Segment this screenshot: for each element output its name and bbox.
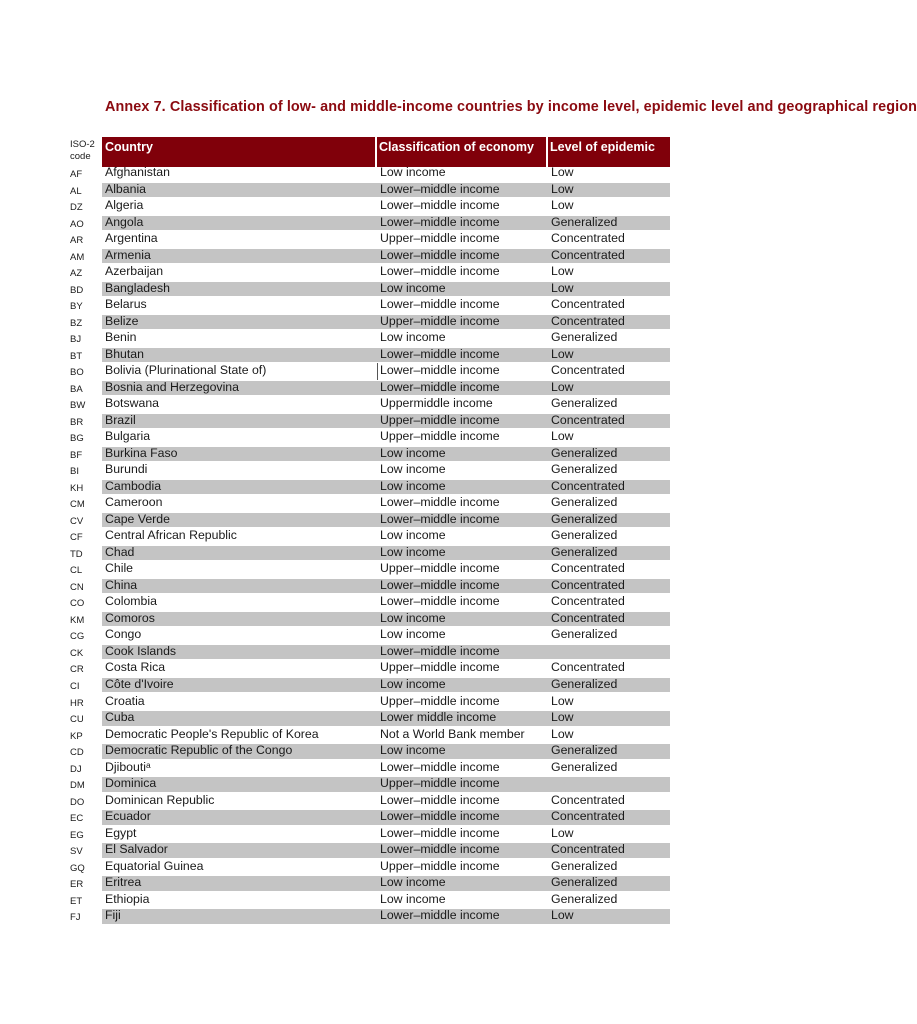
iso-code-cell: BF — [70, 449, 83, 461]
iso-code-cell: CO — [70, 598, 85, 610]
iso-code-cell: BJ — [70, 334, 82, 346]
country-cell: Egypt — [105, 825, 137, 840]
classification-cell: Upper–middle income — [380, 231, 500, 246]
epidemic-level-cell: Concentrated — [551, 247, 625, 262]
classification-cell: Upper–middle income — [380, 693, 500, 708]
country-cell: Eritrea — [105, 875, 142, 890]
iso-code-cell: CV — [70, 515, 84, 527]
epidemic-level-cell: Low — [551, 710, 574, 725]
epidemic-level-cell: Concentrated — [551, 297, 625, 312]
iso-code-cell: BI — [70, 466, 79, 478]
country-cell: Belarus — [105, 297, 147, 312]
classification-cell: Lower–middle income — [380, 842, 500, 857]
country-cell: Bolivia (Plurinational State of) — [105, 363, 267, 378]
country-cell: Belize — [105, 313, 139, 328]
epidemic-level-cell: Low — [551, 264, 574, 279]
epidemic-level-cell: Generalized — [551, 743, 618, 758]
table-row — [0, 512, 768, 529]
epidemic-level-cell: Generalized — [551, 528, 618, 543]
table-header — [102, 137, 670, 167]
classification-cell: Lower–middle income — [380, 181, 500, 196]
epidemic-level-cell: Generalized — [551, 214, 618, 229]
classification-cell: Low income — [380, 478, 446, 493]
country-cell: Central African Republic — [105, 528, 237, 543]
iso-header-line-1: ISO-2 — [70, 139, 95, 150]
classification-cell: Upper–middle income — [380, 660, 500, 675]
epidemic-level-cell: Low — [551, 825, 574, 840]
classification-cell: Lower–middle income — [380, 825, 500, 840]
epidemic-level-cell: Generalized — [551, 495, 618, 510]
classification-cell: Upper–middle income — [380, 429, 500, 444]
iso-code-cell: DZ — [70, 202, 83, 214]
country-cell: Dominica — [105, 776, 157, 791]
classification-cell: Lower–middle income — [380, 198, 500, 213]
country-cell: Chile — [105, 561, 134, 576]
country-cell: Democratic People's Republic of Korea — [105, 726, 319, 741]
country-cell: Bosnia and Herzegovina — [105, 379, 239, 394]
iso-code-cell: ET — [70, 895, 83, 907]
country-cell: Argentina — [105, 231, 158, 246]
epidemic-level-cell: Concentrated — [551, 594, 625, 609]
country-cell: Democratic Republic of the Congo — [105, 743, 293, 758]
iso-code-cell: HR — [70, 697, 84, 709]
table-row — [0, 165, 768, 182]
classification-cell: Not a World Bank member — [380, 726, 525, 741]
table-row — [0, 760, 768, 777]
epidemic-level-cell: Generalized — [551, 511, 618, 526]
iso-code-cell: TD — [70, 548, 83, 560]
epidemic-level-cell: Concentrated — [551, 412, 625, 427]
classification-cell: Upper–middle income — [380, 412, 500, 427]
epidemic-level-cell: Generalized — [551, 396, 618, 411]
table-row — [0, 908, 768, 925]
country-cell: Angola — [105, 214, 144, 229]
epidemic-level-cell: Generalized — [551, 445, 618, 460]
text-cursor — [377, 363, 378, 380]
epidemic-level-cell: Low — [551, 198, 574, 213]
iso-code-cell: BT — [70, 350, 83, 362]
epidemic-level-cell: Low — [551, 726, 574, 741]
table-row — [0, 297, 768, 314]
epidemic-level-cell: Generalized — [551, 627, 618, 642]
table-row — [0, 727, 768, 744]
table-row — [0, 892, 768, 909]
table-row — [0, 776, 768, 793]
epidemic-level-cell: Generalized — [551, 544, 618, 559]
table-row — [0, 743, 768, 760]
iso-code-cell: BW — [70, 400, 86, 412]
country-cell: Congo — [105, 627, 142, 642]
country-cell: Bhutan — [105, 346, 144, 361]
table-row — [0, 380, 768, 397]
epidemic-level-cell: Concentrated — [551, 792, 625, 807]
iso-code-cell: BY — [70, 301, 83, 313]
country-cell: Cuba — [105, 710, 135, 725]
epidemic-level-cell: Low — [551, 346, 574, 361]
country-cell: Djiboutiᵃ — [105, 759, 151, 774]
table-row — [0, 627, 768, 644]
table-row — [0, 413, 768, 430]
table-row — [0, 429, 768, 446]
iso-code-cell: DO — [70, 796, 85, 808]
classification-cell: Lower–middle income — [380, 792, 500, 807]
table-row — [0, 198, 768, 215]
iso-code-cell: AL — [70, 185, 82, 197]
epidemic-level-cell: Concentrated — [551, 577, 625, 592]
table-row — [0, 793, 768, 810]
table-row — [0, 215, 768, 232]
country-cell: Colombia — [105, 594, 157, 609]
iso-code-cell: CN — [70, 581, 84, 593]
epidemic-level-cell: Generalized — [551, 676, 618, 691]
iso-code-cell: AO — [70, 218, 84, 230]
iso-code-cell: BD — [70, 284, 84, 296]
country-cell: Comoros — [105, 610, 155, 625]
iso-code-cell: AZ — [70, 268, 83, 280]
epidemic-level-cell: Low — [551, 181, 574, 196]
classification-cell: Upper–middle income — [380, 561, 500, 576]
classification-cell: Lower–middle income — [380, 214, 500, 229]
classification-cell: Upper–middle income — [380, 313, 500, 328]
classification-cell: Low income — [380, 676, 446, 691]
table-row — [0, 710, 768, 727]
country-cell: Dominican Republic — [105, 792, 215, 807]
iso-code-cell: KH — [70, 482, 84, 494]
country-cell: China — [105, 577, 138, 592]
iso-code-cell: KM — [70, 614, 85, 626]
column-header-classification: Classification of economy — [379, 140, 534, 154]
iso-code-column-header — [70, 139, 95, 163]
epidemic-level-cell: Low — [551, 693, 574, 708]
classification-cell: Low income — [380, 462, 446, 477]
iso-code-cell: BG — [70, 433, 84, 445]
country-cell: Cameroon — [105, 495, 163, 510]
classification-cell: Low income — [380, 445, 446, 460]
classification-cell: Lower–middle income — [380, 363, 500, 378]
country-cell: Bangladesh — [105, 280, 170, 295]
epidemic-level-cell: Concentrated — [551, 610, 625, 625]
epidemic-level-cell: Generalized — [551, 875, 618, 890]
country-cell: Benin — [105, 330, 137, 345]
table-row — [0, 677, 768, 694]
table-row — [0, 644, 768, 661]
epidemic-level-cell: Concentrated — [551, 363, 625, 378]
table-row — [0, 826, 768, 843]
table-row — [0, 495, 768, 512]
country-cell: El Salvador — [105, 842, 168, 857]
country-cell: Brazil — [105, 412, 136, 427]
table-row — [0, 314, 768, 331]
classification-cell: Lower–middle income — [380, 577, 500, 592]
iso-code-cell: CU — [70, 714, 84, 726]
classification-cell: Lower–middle income — [380, 495, 500, 510]
iso-code-cell: EG — [70, 829, 84, 841]
iso-code-cell: AR — [70, 235, 84, 247]
table-row — [0, 248, 768, 265]
country-cell: Armenia — [105, 247, 151, 262]
column-header-country: Country — [105, 140, 153, 154]
iso-code-cell: BZ — [70, 317, 83, 329]
iso-code-cell: AM — [70, 251, 85, 263]
country-cell: Cook Islands — [105, 643, 177, 658]
table-row — [0, 561, 768, 578]
table-body — [0, 165, 768, 925]
country-cell: Chad — [105, 544, 135, 559]
classification-cell: Lower–middle income — [380, 809, 500, 824]
table-row — [0, 875, 768, 892]
iso-code-cell: AF — [70, 169, 83, 180]
classification-cell: Low income — [380, 743, 446, 758]
table-row — [0, 578, 768, 595]
epidemic-level-cell: Concentrated — [551, 809, 625, 824]
classification-cell: Lower–middle income — [380, 643, 500, 658]
table-row — [0, 694, 768, 711]
epidemic-level-cell: Low — [551, 280, 574, 295]
country-cell: Bulgaria — [105, 429, 151, 444]
iso-code-cell: BA — [70, 383, 83, 395]
iso-code-cell: CK — [70, 647, 84, 659]
iso-code-cell: CM — [70, 499, 85, 511]
country-cell: Afghanistan — [105, 165, 170, 179]
epidemic-level-cell: Low — [551, 165, 574, 179]
epidemic-level-cell: Concentrated — [551, 231, 625, 246]
iso-code-cell: CG — [70, 631, 85, 643]
classification-cell: Lower–middle income — [380, 511, 500, 526]
document-title: Annex 7. Classification of low- and middle-income countries by income level, epidemic level and geographical region — [105, 99, 917, 115]
iso-code-cell: BO — [70, 367, 84, 379]
iso-code-cell: BR — [70, 416, 84, 428]
epidemic-level-cell: Concentrated — [551, 561, 625, 576]
country-cell: Cambodia — [105, 478, 162, 493]
classification-cell: Low income — [380, 544, 446, 559]
table-row — [0, 347, 768, 364]
iso-code-cell: SV — [70, 846, 83, 858]
iso-code-cell: CF — [70, 532, 83, 544]
iso-code-cell: CL — [70, 565, 83, 577]
classification-cell: Low income — [380, 280, 446, 295]
classification-cell: Low income — [380, 875, 446, 890]
iso-code-cell: DJ — [70, 763, 82, 775]
classification-cell: Lower–middle income — [380, 346, 500, 361]
iso-code-cell: FJ — [70, 912, 81, 924]
iso-code-cell: CI — [70, 680, 80, 692]
classification-cell: Low income — [380, 610, 446, 625]
country-cell: Albania — [105, 181, 147, 196]
country-cell: Ethiopia — [105, 891, 150, 906]
column-header-level: Level of epidemic — [550, 140, 655, 154]
classification-cell: Lower–middle income — [380, 908, 500, 923]
classification-cell: Upper–middle income — [380, 858, 500, 873]
iso-code-cell: DM — [70, 780, 85, 792]
classification-cell: Lower–middle income — [380, 759, 500, 774]
iso-code-cell: CD — [70, 747, 84, 759]
table-row — [0, 528, 768, 545]
classification-cell: Lower–middle income — [380, 379, 500, 394]
classification-cell: Lower–middle income — [380, 297, 500, 312]
classification-cell: Low income — [380, 627, 446, 642]
table-row — [0, 842, 768, 859]
epidemic-level-cell: Generalized — [551, 462, 618, 477]
classification-cell: Upper–middle income — [380, 776, 500, 791]
classification-cell: Lower–middle income — [380, 264, 500, 279]
iso-code-cell: GQ — [70, 862, 85, 874]
classification-cell: Low income — [380, 528, 446, 543]
classification-cell: Lower–middle income — [380, 594, 500, 609]
classification-cell: Low income — [380, 330, 446, 345]
table-row — [0, 479, 768, 496]
epidemic-level-cell: Concentrated — [551, 313, 625, 328]
country-cell: Algeria — [105, 198, 144, 213]
country-cell: Ecuador — [105, 809, 151, 824]
classification-cell: Low income — [380, 165, 446, 179]
epidemic-level-cell: Low — [551, 379, 574, 394]
iso-code-cell: KP — [70, 730, 83, 742]
table-row — [0, 545, 768, 562]
column-divider — [546, 137, 548, 167]
table-row — [0, 446, 768, 463]
table-row — [0, 281, 768, 298]
iso-code-cell: CR — [70, 664, 84, 676]
table-row — [0, 462, 768, 479]
classification-cell: Low income — [380, 891, 446, 906]
country-cell: Costa Rica — [105, 660, 166, 675]
table-row — [0, 330, 768, 347]
iso-code-cell: ER — [70, 879, 84, 891]
table-row — [0, 231, 768, 248]
country-cell: Côte d'Ivoire — [105, 676, 174, 691]
epidemic-level-cell: Generalized — [551, 891, 618, 906]
table-row — [0, 264, 768, 281]
table-row — [0, 182, 768, 199]
epidemic-level-cell: Low — [551, 908, 574, 923]
epidemic-level-cell: Generalized — [551, 759, 618, 774]
table-row — [0, 363, 768, 380]
classification-cell: Lower middle income — [380, 710, 497, 725]
table-row — [0, 594, 768, 611]
epidemic-level-cell: Generalized — [551, 330, 618, 345]
table-row — [0, 396, 768, 413]
epidemic-level-cell: Generalized — [551, 858, 618, 873]
country-cell: Fiji — [105, 908, 121, 923]
country-cell: Burundi — [105, 462, 148, 477]
table-row — [0, 660, 768, 677]
column-divider — [375, 137, 377, 167]
country-cell: Cape Verde — [105, 511, 170, 526]
classification-cell: Lower–middle income — [380, 247, 500, 262]
classification-cell: Uppermiddle income — [380, 396, 493, 411]
country-cell: Equatorial Guinea — [105, 858, 204, 873]
epidemic-level-cell: Low — [551, 429, 574, 444]
table-row — [0, 809, 768, 826]
table-row — [0, 611, 768, 628]
epidemic-level-cell: Concentrated — [551, 478, 625, 493]
epidemic-level-cell: Concentrated — [551, 842, 625, 857]
country-cell: Botswana — [105, 396, 160, 411]
epidemic-level-cell: Concentrated — [551, 660, 625, 675]
country-cell: Croatia — [105, 693, 145, 708]
iso-code-cell: EC — [70, 813, 84, 825]
iso-header-line-2: code — [70, 151, 91, 162]
country-cell: Burkina Faso — [105, 445, 178, 460]
country-cell: Azerbaijan — [105, 264, 164, 279]
table-row — [0, 859, 768, 876]
